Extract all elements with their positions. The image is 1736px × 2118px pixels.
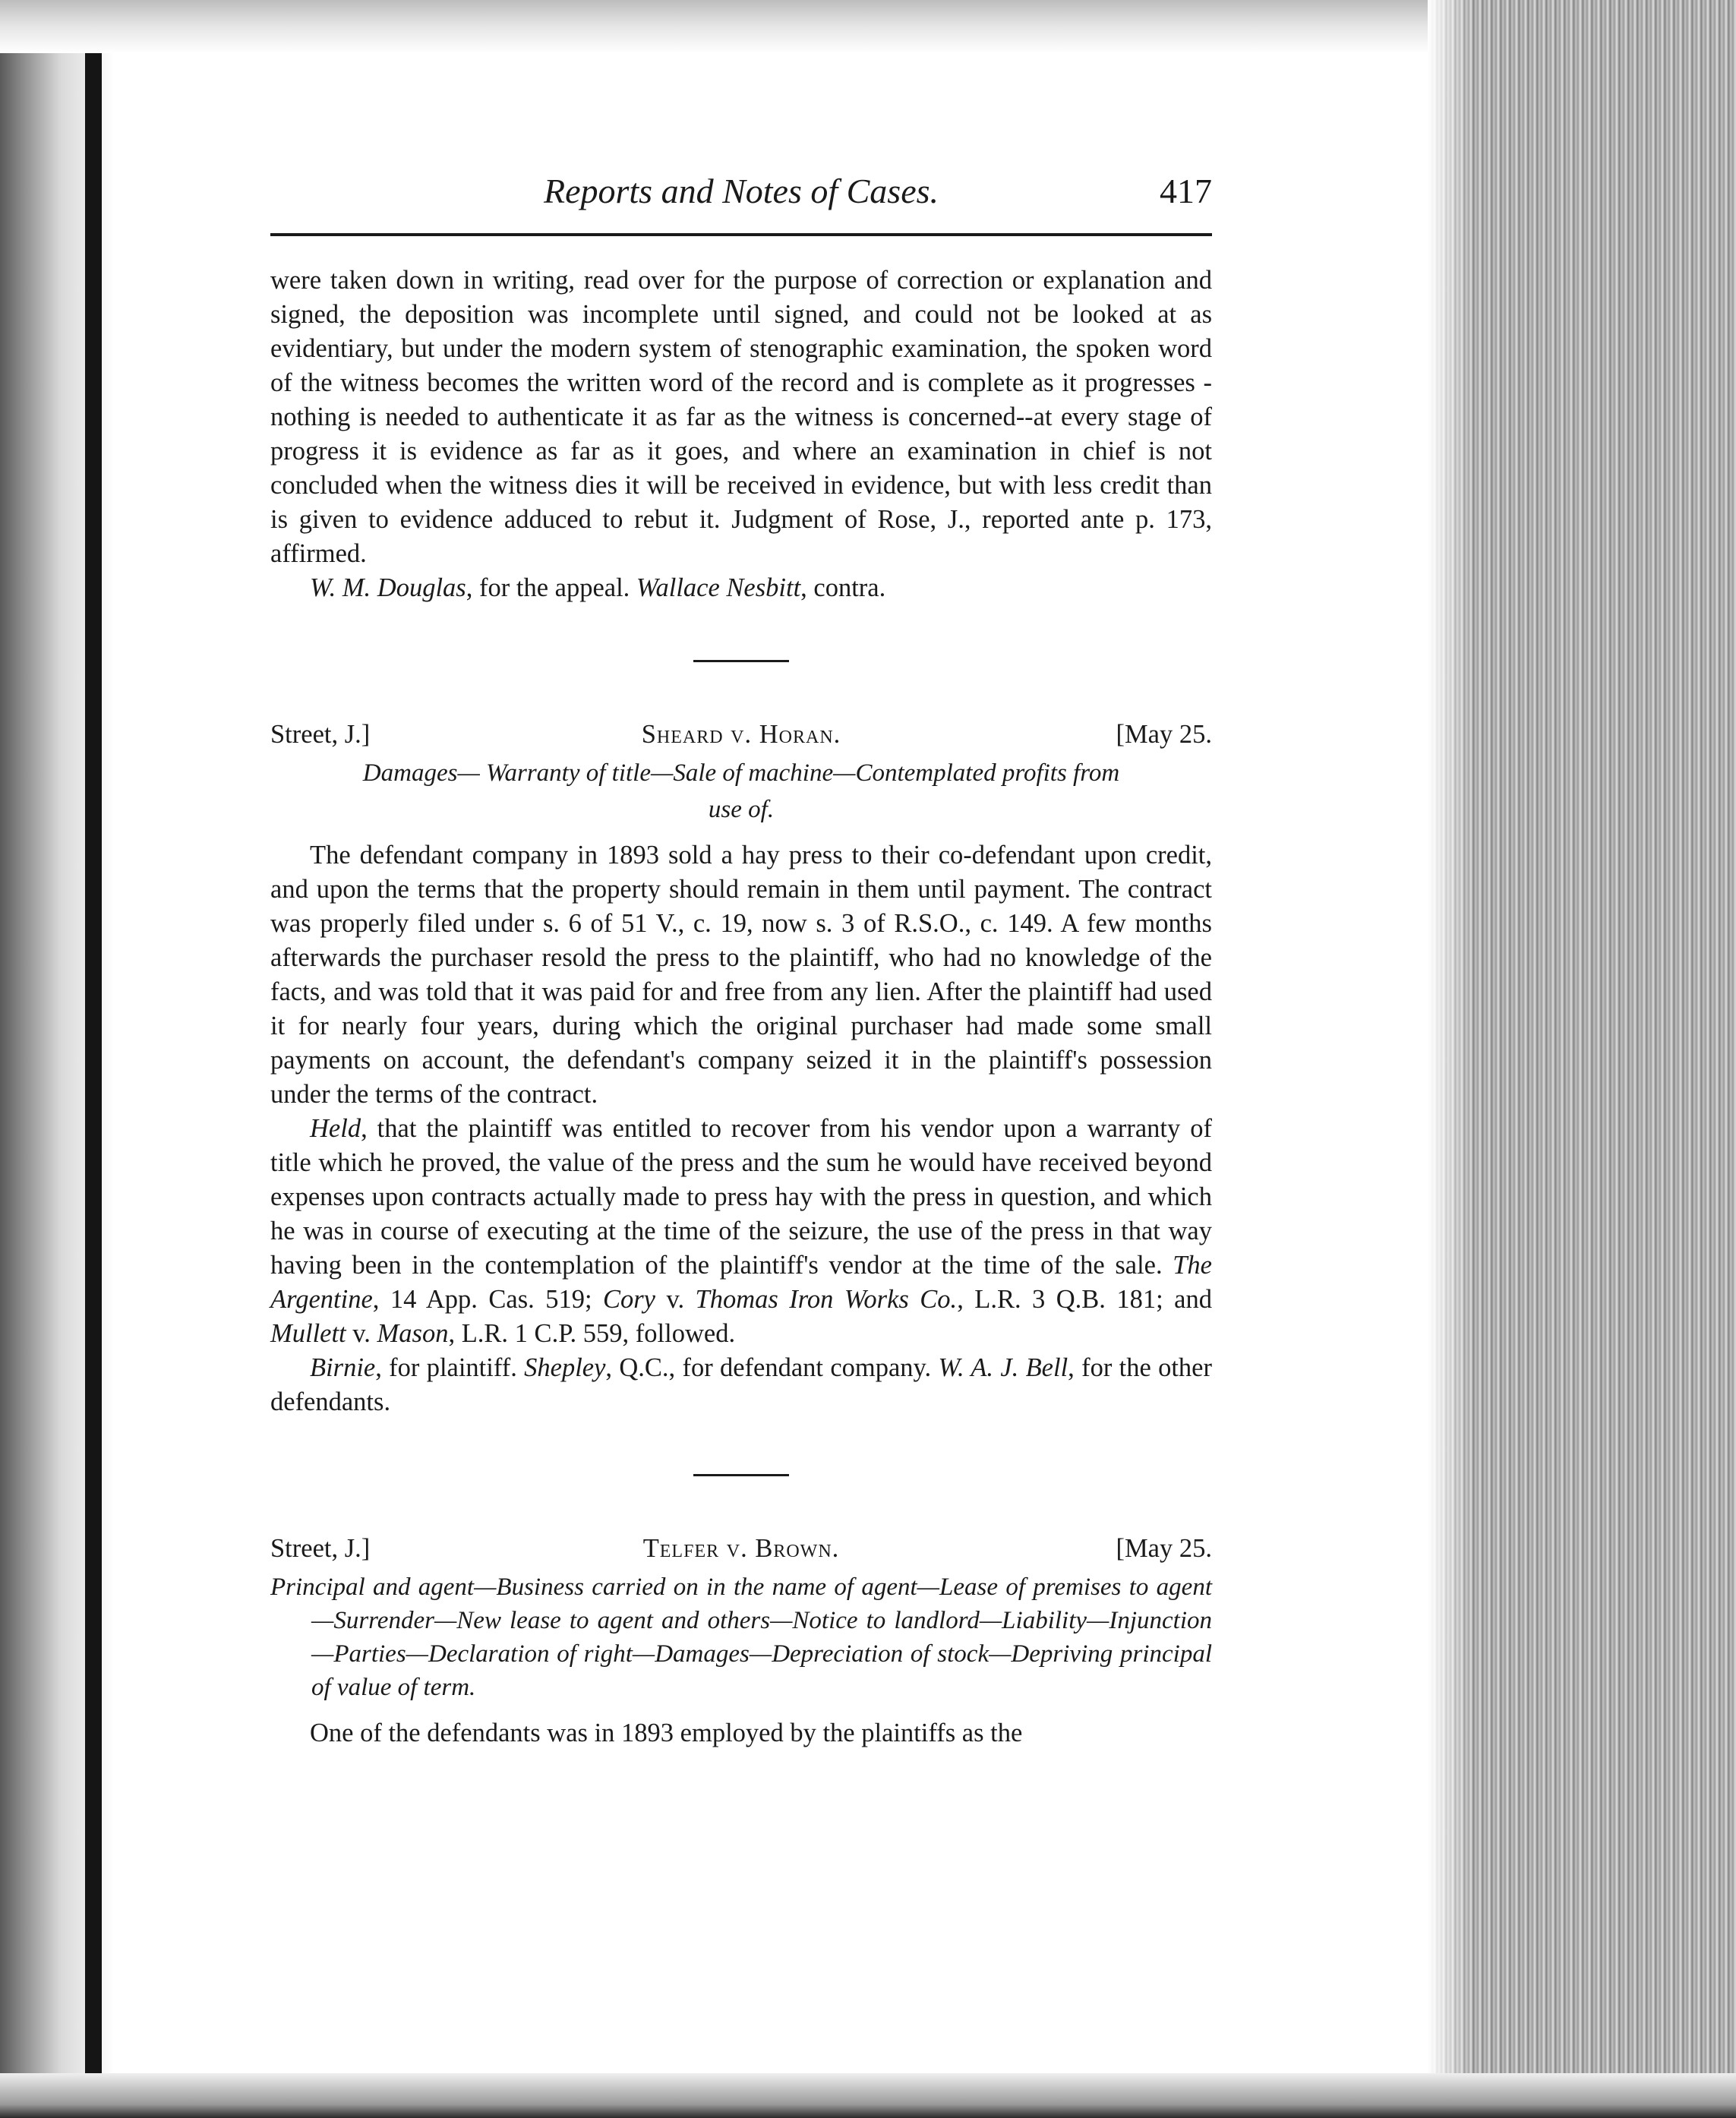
counsel-name: W. A. J. Bell bbox=[938, 1353, 1068, 1382]
counsel-name: W. M. Douglas bbox=[310, 573, 466, 602]
page-edges bbox=[1428, 0, 1736, 2118]
case-title: Sheard v. Horan. bbox=[641, 720, 841, 749]
case-facts: The defendant company in 1893 sold a hay press to their co-defendant upon credit, and upon the terms that the property should remain in them until payment. The contract was properly filed under s. 6 of 51 V., c. 19, now s. 3 of R.S.O., c. 149. A few months afterwards the purchaser resold the press to the plaintiff, who had no knowledge of the facts, and was told that it was paid for and free from any lien. After the plaintiff had used it for nearly four years, during which the original purchaser had made some small payments on account, the defendant's company seized it in the plaintiff's possession under the terms of the contract. bbox=[270, 841, 1212, 1109]
page-number: 417 bbox=[1160, 172, 1212, 210]
case-heading bbox=[270, 715, 1212, 753]
case-facts: One of the defendants was in 1893 employed by the plaintiffs as the bbox=[310, 1719, 1023, 1747]
continuation-paragraph: were taken down in writing, read over for the purpose of correction or explanation and signed, the deposition was incomplete until signed, and could not be looked at as evidentiary, but under the modern system of stenographic examination, the spoken word of the witness becomes the written word of the record and is complete as it progresses - nothing is needed to authenticate it as far as the witness is concerned--at every stage of progress it is evidence as far as it goes, and where an examination in chief is not concluded when the witness dies it will be received in evidence, but with less credit than is given to evidence adduced to rebut it. Judgment of Rose, J., reported ante p. 173, affirmed. bbox=[270, 266, 1212, 568]
header-rule bbox=[270, 233, 1212, 236]
scan-bottom-margin bbox=[0, 2073, 1736, 2118]
counsel-line: W. M. Douglas, for the appeal. Wallace Nesbitt, contra. bbox=[310, 573, 886, 602]
case-title: Telfer v. Brown. bbox=[642, 1534, 840, 1563]
running-head bbox=[270, 171, 1212, 232]
case-headnote: Damages— Warranty of title—Sale of machine—Contemplated profits from bbox=[362, 759, 1120, 787]
case-date: [May 25. bbox=[1116, 1534, 1212, 1563]
counsel-name: Wallace Nesbitt bbox=[636, 573, 801, 602]
book-spine-shadow bbox=[85, 30, 102, 2081]
counsel-name: Birnie bbox=[310, 1353, 376, 1382]
citation: Mason bbox=[377, 1319, 449, 1348]
citation: The Argentine bbox=[270, 1251, 1212, 1314]
case-heading bbox=[270, 1529, 1212, 1567]
case-judge: Street, J.] bbox=[270, 720, 371, 749]
counsel-name: Shepley bbox=[524, 1353, 606, 1382]
citation: Cory bbox=[603, 1285, 655, 1314]
counsel-line: Birnie, for plaintiff. Shepley, Q.C., for defendant company. W. A. J. Bell, for the other defendants. bbox=[270, 1353, 1212, 1416]
case-judge: Street, J.] bbox=[270, 1534, 371, 1563]
case-date: [May 25. bbox=[1116, 720, 1212, 749]
case-headnote-continued: use of. bbox=[708, 796, 775, 823]
citation: Thomas Iron Works Co. bbox=[695, 1285, 958, 1314]
citation: Mullett bbox=[270, 1319, 346, 1348]
case-separator bbox=[693, 1474, 789, 1476]
running-title: Reports and Notes of Cases. bbox=[543, 172, 939, 210]
case-holding: Held, that the plaintiff was entitled to recover from his vendor upon a warranty of title which he proved, the value of the press and the sum he would have received beyond expenses upon contracts actually made to press hay with the press in question, and which he was in course of executing at the time of the seizure, the use of the press in that way having been in the contemplation of the plaintiff's vendor at the time of the sale. The Argentine, 14 App. Cas. 519; Cory v. Thomas Iron Works Co., L.R. 3 Q.B. 181; and Mullett v. Mason, L.R. 1 C.P. 559, followed. bbox=[270, 1114, 1212, 1348]
case-separator bbox=[693, 660, 789, 662]
document-page bbox=[270, 171, 1212, 1750]
case-headnote: Principal and agent—Business carried on in the name of agent—Lease of premises to agent—Surrender—New lease to agent and others—Notice to landlord—Liability—Injunction—Parties—Declaration of right—Damages—Depreciation of stock—Depriving principal of value of term. bbox=[270, 1574, 1212, 1701]
